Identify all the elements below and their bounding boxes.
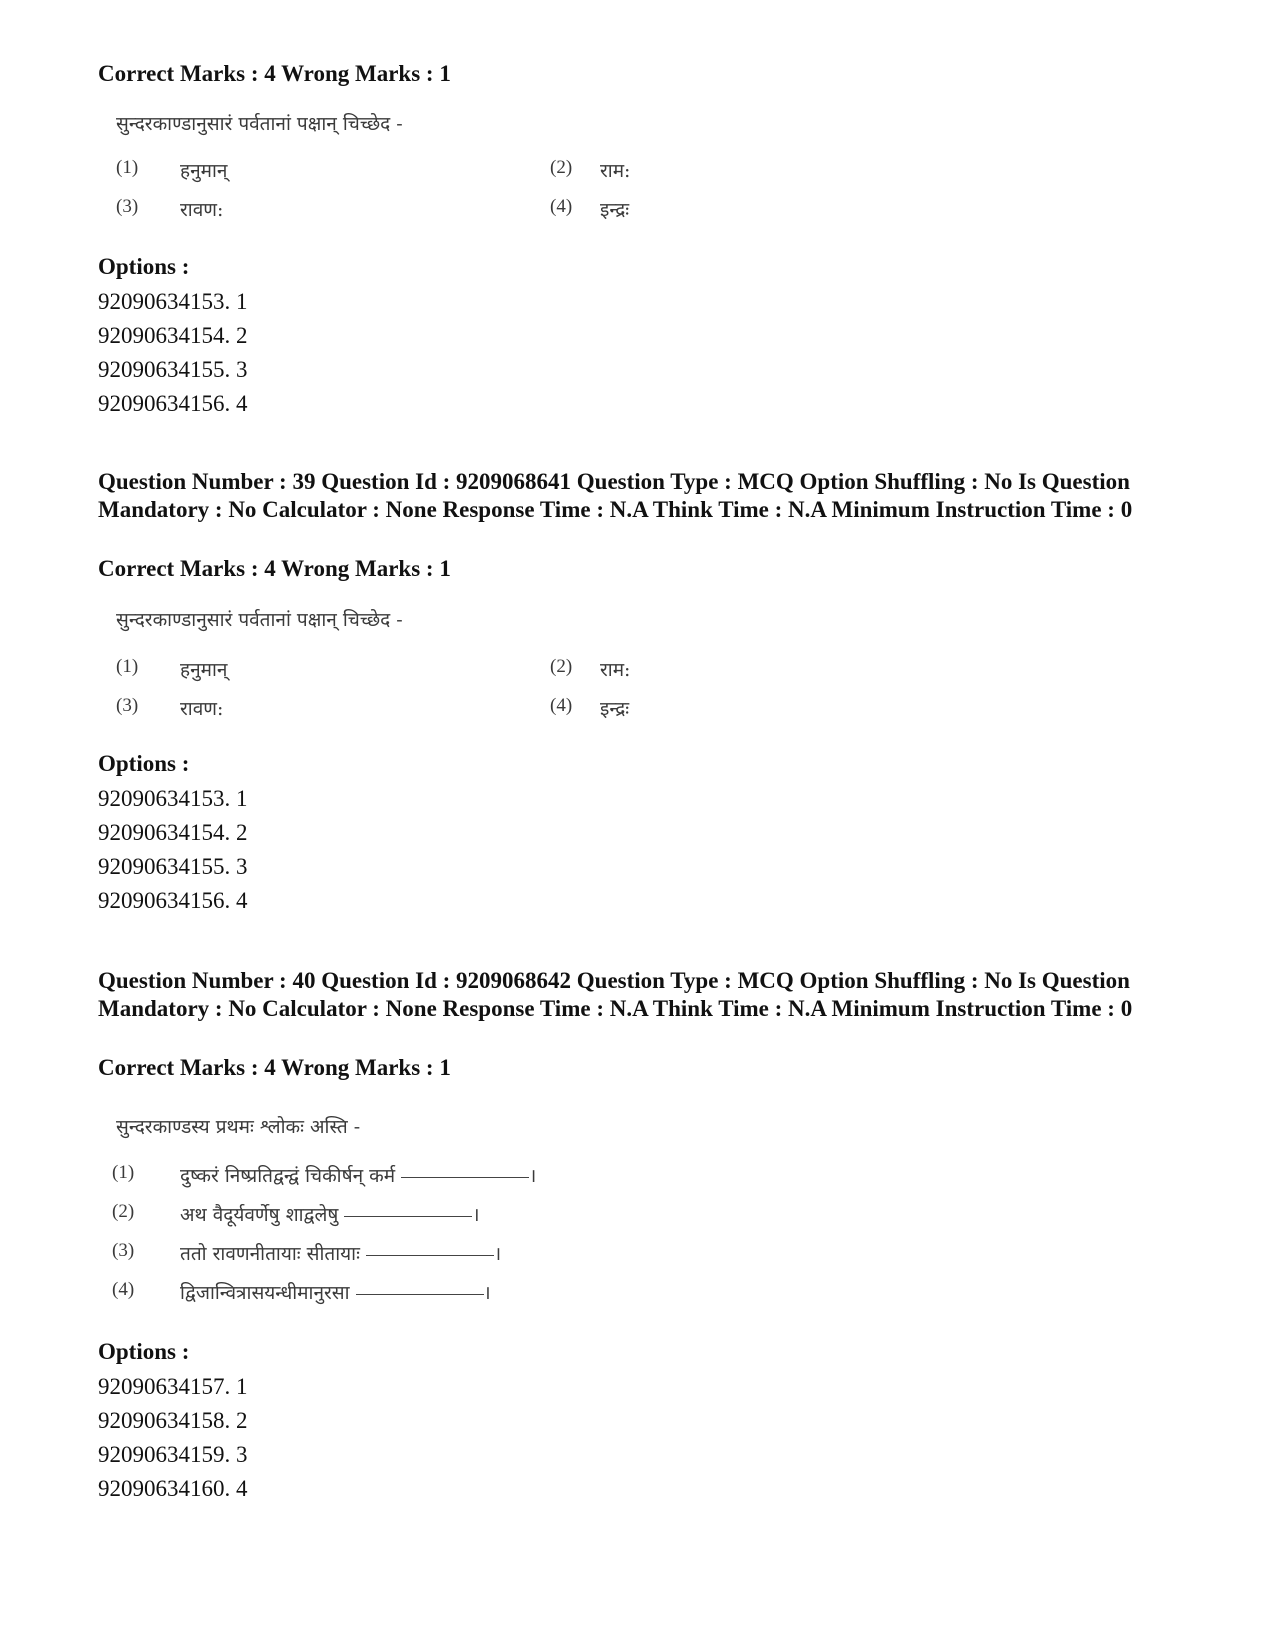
option-line: 92090634153. 1 (98, 289, 248, 314)
answer-blank (344, 1216, 472, 1217)
option-line: 92090634154. 2 (98, 820, 248, 845)
choice-text: हनुमान् (180, 160, 228, 182)
option-line: 92090634157. 1 (98, 1374, 248, 1399)
choice-number: (2) (550, 656, 573, 677)
choice-number: (1) (116, 157, 139, 178)
question-stem: सुन्दरकाण्डस्य प्रथमः श्लोकः अस्ति - (116, 1116, 361, 1138)
choice-text: हनुमान् (180, 659, 228, 681)
option-line: 92090634156. 4 (98, 888, 248, 913)
question-meta: Question Number : 40 Question Id : 9209068642 Question Type : MCQ Option Shuffling : No Is Question Mandatory : No Calculator : None Response Time : N.A Think Time : N.A Minimum Instruction Time : 0 (98, 968, 1133, 1021)
answer-blank (401, 1177, 529, 1178)
options-heading: Options : (98, 751, 190, 776)
choice-text: राम: (600, 659, 631, 681)
option-line: 92090634153. 1 (98, 786, 248, 811)
choice-number: (2) (112, 1201, 135, 1222)
question-stem: सुन्दरकाण्डानुसारं पर्वतानां पक्षान् चिच्छेद - (116, 609, 403, 631)
answer-blank (356, 1294, 484, 1295)
danda-mark: । (493, 1243, 502, 1265)
choice-text (180, 1162, 536, 1188)
choice-number: (1) (116, 656, 139, 677)
choice-text (180, 1240, 501, 1266)
question-meta: Question Number : 39 Question Id : 9209068641 Question Type : MCQ Option Shuffling : No Is Question Mandatory : No Calculator : None Response Time : N.A Think Time : N.A Minimum Instruction Time : 0 (98, 469, 1133, 522)
choice-number: (3) (116, 196, 139, 217)
options-heading: Options : (98, 1339, 190, 1364)
choice-number: (3) (112, 1240, 135, 1261)
choice-text-content: ततो रावणनीतायाः सीतायाः (180, 1243, 360, 1265)
choice-text: रावण: (180, 199, 224, 221)
choice-text-content: अथ वैदूर्यवर्णेषु शाद्वलेषु (180, 1204, 339, 1226)
marks-line: Correct Marks : 4 Wrong Marks : 1 (98, 61, 451, 86)
choice-text: इन्द्रः (600, 698, 630, 720)
option-line: 92090634155. 3 (98, 357, 248, 382)
marks-line: Correct Marks : 4 Wrong Marks : 1 (98, 556, 451, 581)
choice-text: इन्द्रः (600, 199, 630, 221)
choice-text (180, 1279, 491, 1305)
option-line: 92090634159. 3 (98, 1442, 248, 1467)
marks-line: Correct Marks : 4 Wrong Marks : 1 (98, 1055, 451, 1080)
option-line: 92090634155. 3 (98, 854, 248, 879)
choice-number: (4) (112, 1279, 135, 1300)
answer-blank (366, 1255, 494, 1256)
question-stem: सुन्दरकाण्डानुसारं पर्वतानां पक्षान् चिच्छेद - (116, 113, 403, 135)
choice-text (180, 1201, 480, 1227)
choice-number: (2) (550, 157, 573, 178)
choice-number: (3) (116, 695, 139, 716)
option-line: 92090634160. 4 (98, 1476, 248, 1501)
choice-text-content: द्विजान्वित्रासयन्धीमानुरसा (180, 1282, 350, 1304)
option-line: 92090634156. 4 (98, 391, 248, 416)
options-heading: Options : (98, 254, 190, 279)
danda-mark: । (472, 1204, 480, 1226)
choice-text-content: दुष्करं निष्प्रतिद्वन्द्वं चिकीर्षन् कर्म (180, 1165, 396, 1187)
choice-number: (1) (112, 1162, 135, 1183)
danda-mark: । (529, 1165, 537, 1187)
option-line: 92090634154. 2 (98, 323, 248, 348)
choice-text: राम: (600, 160, 631, 182)
choice-number: (4) (550, 196, 573, 217)
choice-text: रावण: (180, 698, 224, 720)
choice-number: (4) (550, 695, 573, 716)
danda-mark: । (483, 1282, 491, 1304)
option-line: 92090634158. 2 (98, 1408, 248, 1433)
